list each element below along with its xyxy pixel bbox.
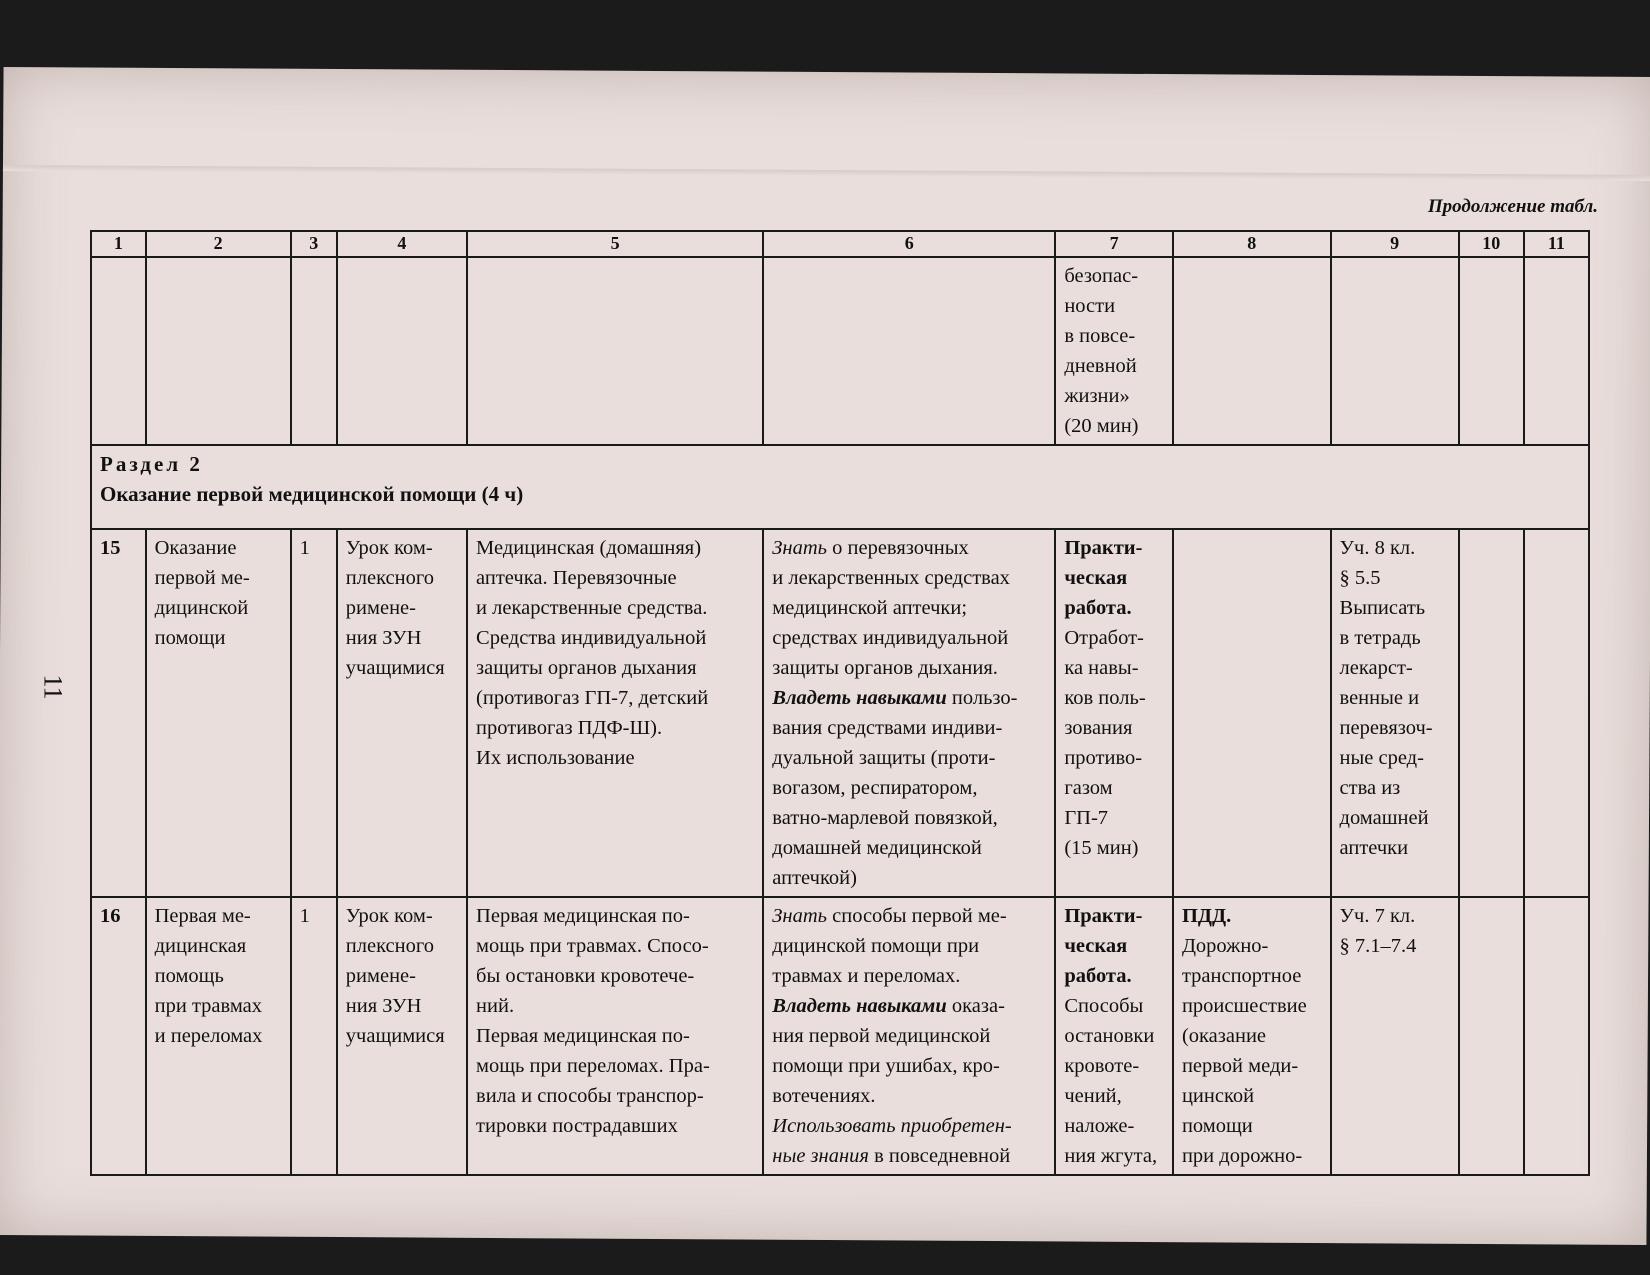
homework-ref: Уч. 7 кл. § 7.1–7.4	[1339, 905, 1417, 957]
section-subtitle: Оказание первой медицинской помощи (4 ч)	[100, 482, 524, 506]
col-number: 3	[291, 231, 337, 257]
table-cell	[1459, 529, 1524, 897]
pdd-cell	[1173, 897, 1331, 1175]
table-cell	[1459, 897, 1524, 1175]
col-number: 2	[146, 231, 291, 257]
col-number: 1	[91, 231, 146, 257]
col-number: 4	[337, 231, 467, 257]
lesson-topic: Оказание первой ме- дицинской помощи	[146, 529, 291, 897]
table-cell	[337, 257, 467, 445]
table-caption: Продолжение табл.	[1427, 196, 1598, 217]
lesson-content: Медицинская (домашняя) аптечка. Перевязочные и лекарственные средства. Средства индивидуальной защиты органов дыхания (противогаз ГП-7, детский противогаз ПДФ-Ш). Их использование	[467, 529, 763, 897]
practical-work-text: Способы остановки кровоте- чений, наложе- ния жгута,	[1064, 995, 1158, 1167]
lesson-type: Урок ком- плексного римене- ния ЗУН учащимися	[337, 529, 467, 897]
pdd-cell	[1173, 529, 1331, 897]
req-text: пользо- вания средствами индиви- дуальной защиты (проти- вогазом, респиратором, ватно-марлевой повязкой, домашней медицинской аптечкой)	[772, 687, 1018, 889]
page-number: 11	[38, 674, 68, 700]
column-number-row	[91, 231, 1589, 257]
req-keyword: Знать	[772, 905, 827, 927]
homework-text: Выписать в тетрадь лекарст- венные и перевязоч- ные сред- ства из домашней аптечки	[1339, 597, 1433, 859]
req-text: в повседневной	[868, 1145, 1011, 1167]
practical-work-text: Отработ- ка навы- ков поль- зования противо- газом ГП-7 (15 мин)	[1064, 627, 1146, 859]
lesson-number: 15	[91, 529, 146, 897]
section-title: Раздел 2	[100, 452, 203, 476]
table-cell	[1331, 257, 1459, 445]
lesson-plan-table	[90, 230, 1590, 1176]
req-text: способы первой ме- дицинской помощи при травмах и переломах.	[772, 905, 1007, 987]
practical-work-title: Практи- ческая работа.	[1064, 537, 1143, 619]
req-text: о перевязочных и лекарственных средствах медицинской аптечки; средствах индивидуальной защиты органов дыхания.	[772, 537, 1010, 679]
table-cell	[467, 257, 763, 445]
homework-ref: Уч. 8 кл. § 5.5	[1339, 537, 1416, 589]
table-cell	[763, 257, 1055, 445]
req-keyword: Использовать приобретен- ные знания	[772, 1115, 1012, 1167]
table-cell	[291, 257, 337, 445]
table-cell	[1524, 529, 1589, 897]
homework	[1331, 897, 1459, 1175]
section-header-row	[91, 445, 1589, 529]
lesson-number: 16	[91, 897, 146, 1175]
lesson-hours: 1	[291, 529, 337, 897]
section-header	[91, 445, 1589, 529]
req-keyword: Владеть навыками	[772, 687, 947, 709]
table-cell	[91, 257, 146, 445]
col-number: 11	[1524, 231, 1589, 257]
homework	[1331, 529, 1459, 897]
lesson-topic: Первая ме- дицинская помощь при травмах и переломах	[146, 897, 291, 1175]
lesson-row	[91, 529, 1589, 897]
col-number: 6	[763, 231, 1055, 257]
continuation-cell-col7: безопас- ности в повсе- дневной жизни» (20 мин)	[1055, 257, 1173, 445]
lesson-hours: 1	[291, 897, 337, 1175]
table-cell	[1173, 257, 1331, 445]
table-cell	[146, 257, 291, 445]
lesson-requirements	[763, 897, 1055, 1175]
lesson-content: Первая медицинская по- мощь при травмах. Спосо- бы остановки кровотече- ний. Первая медицинская по- мощь при переломах. Пра- вила и способы транспор- тировки пострадавших	[467, 897, 763, 1175]
table-cell	[1459, 257, 1524, 445]
practical-work	[1055, 897, 1173, 1175]
req-keyword: Владеть навыками	[772, 995, 947, 1017]
col-number: 8	[1173, 231, 1331, 257]
practical-work	[1055, 529, 1173, 897]
col-number: 10	[1459, 231, 1524, 257]
continuation-row	[91, 257, 1589, 445]
req-keyword: Знать	[772, 537, 827, 559]
pdd-title: ПДД.	[1181, 905, 1232, 927]
page-fold-edge	[3, 165, 1650, 181]
col-number: 7	[1055, 231, 1173, 257]
lesson-requirements	[763, 529, 1055, 897]
col-number: 5	[467, 231, 763, 257]
pdd-text: Дорожно- транспортное происшествие (оказание первой меди- цинской помощи при дорожно-	[1181, 935, 1307, 1167]
table-cell	[1524, 257, 1589, 445]
practical-work-title: Практи- ческая работа.	[1064, 905, 1143, 987]
col-number: 9	[1331, 231, 1459, 257]
lesson-row	[91, 897, 1589, 1175]
table-cell	[1524, 897, 1589, 1175]
lesson-type: Урок ком- плексного римене- ния ЗУН учащимися	[337, 897, 467, 1175]
req-text: оказа- ния первой медицинской помощи при ушибах, кро- вотечениях.	[772, 995, 1005, 1107]
